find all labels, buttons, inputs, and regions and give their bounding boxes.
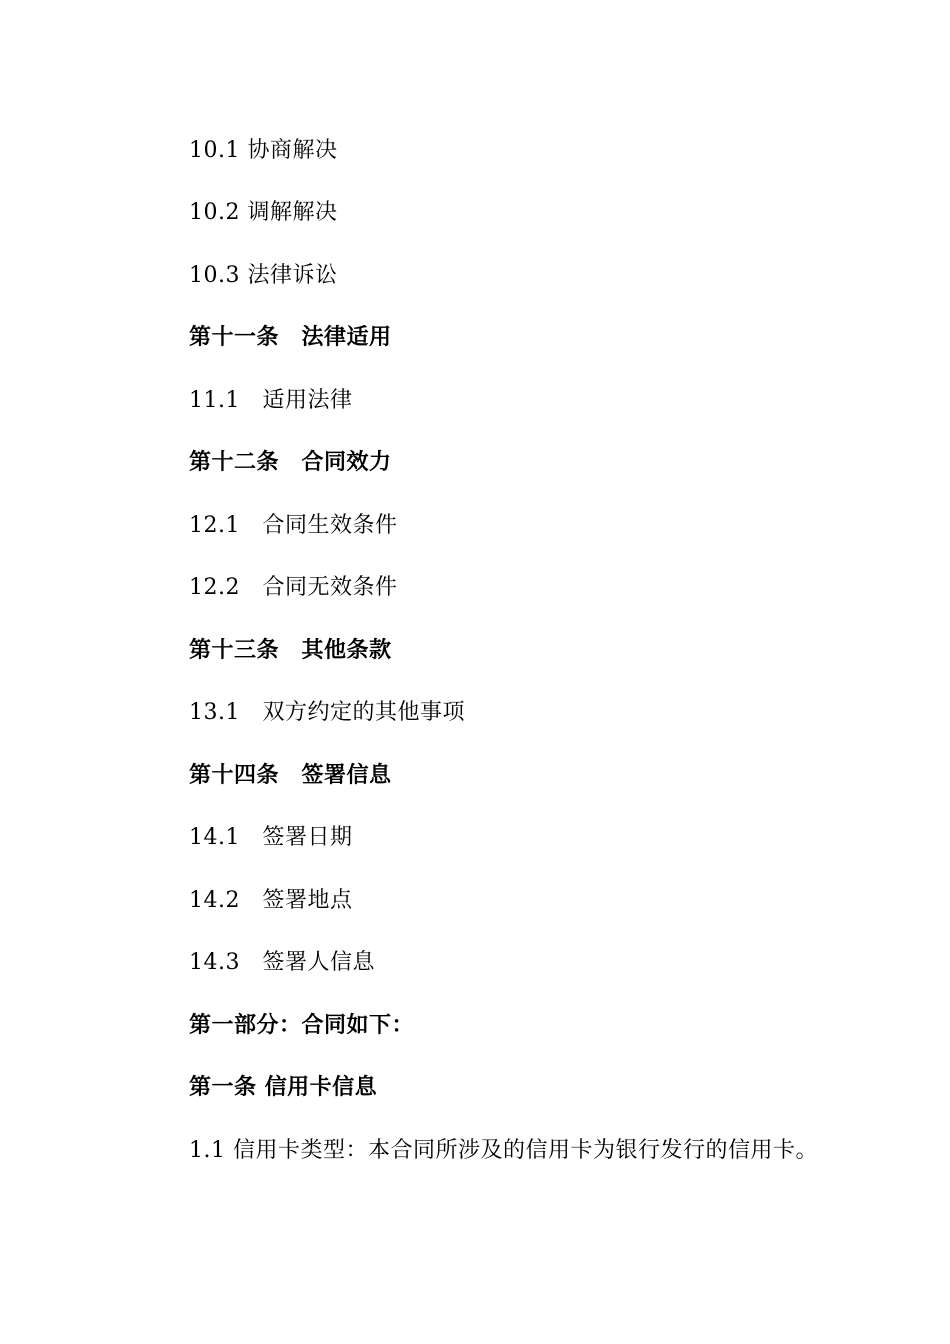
clause-10-2: 10.2 调解解决 [189,200,338,225]
clause-14-2: 14.2 签署地点 [189,888,353,913]
article-13-heading: 第十三条 其他条款 [189,638,392,663]
clause-14-1: 14.1 签署日期 [189,825,353,850]
clause-12-2: 12.2 合同无效条件 [189,575,398,600]
clause-14-3: 14.3 签署人信息 [189,950,375,975]
clause-12-1: 12.1 合同生效条件 [189,513,398,538]
clause-13-1: 13.1 双方约定的其他事项 [189,700,465,725]
clause-1-1: 1.1 信用卡类型：本合同所涉及的信用卡为银行发行的信用卡。 [189,1138,818,1163]
clause-10-3: 10.3 法律诉讼 [189,263,338,288]
article-14-heading: 第十四条 签署信息 [189,763,392,788]
article-1-heading: 第一条 信用卡信息 [189,1075,378,1100]
clause-10-1: 10.1 协商解决 [189,138,338,163]
part-1-heading: 第一部分：合同如下： [189,1013,415,1038]
article-12-heading: 第十二条 合同效力 [189,450,392,475]
article-11-heading: 第十一条 法律适用 [189,325,392,350]
clause-11-1: 11.1 适用法律 [189,388,353,413]
